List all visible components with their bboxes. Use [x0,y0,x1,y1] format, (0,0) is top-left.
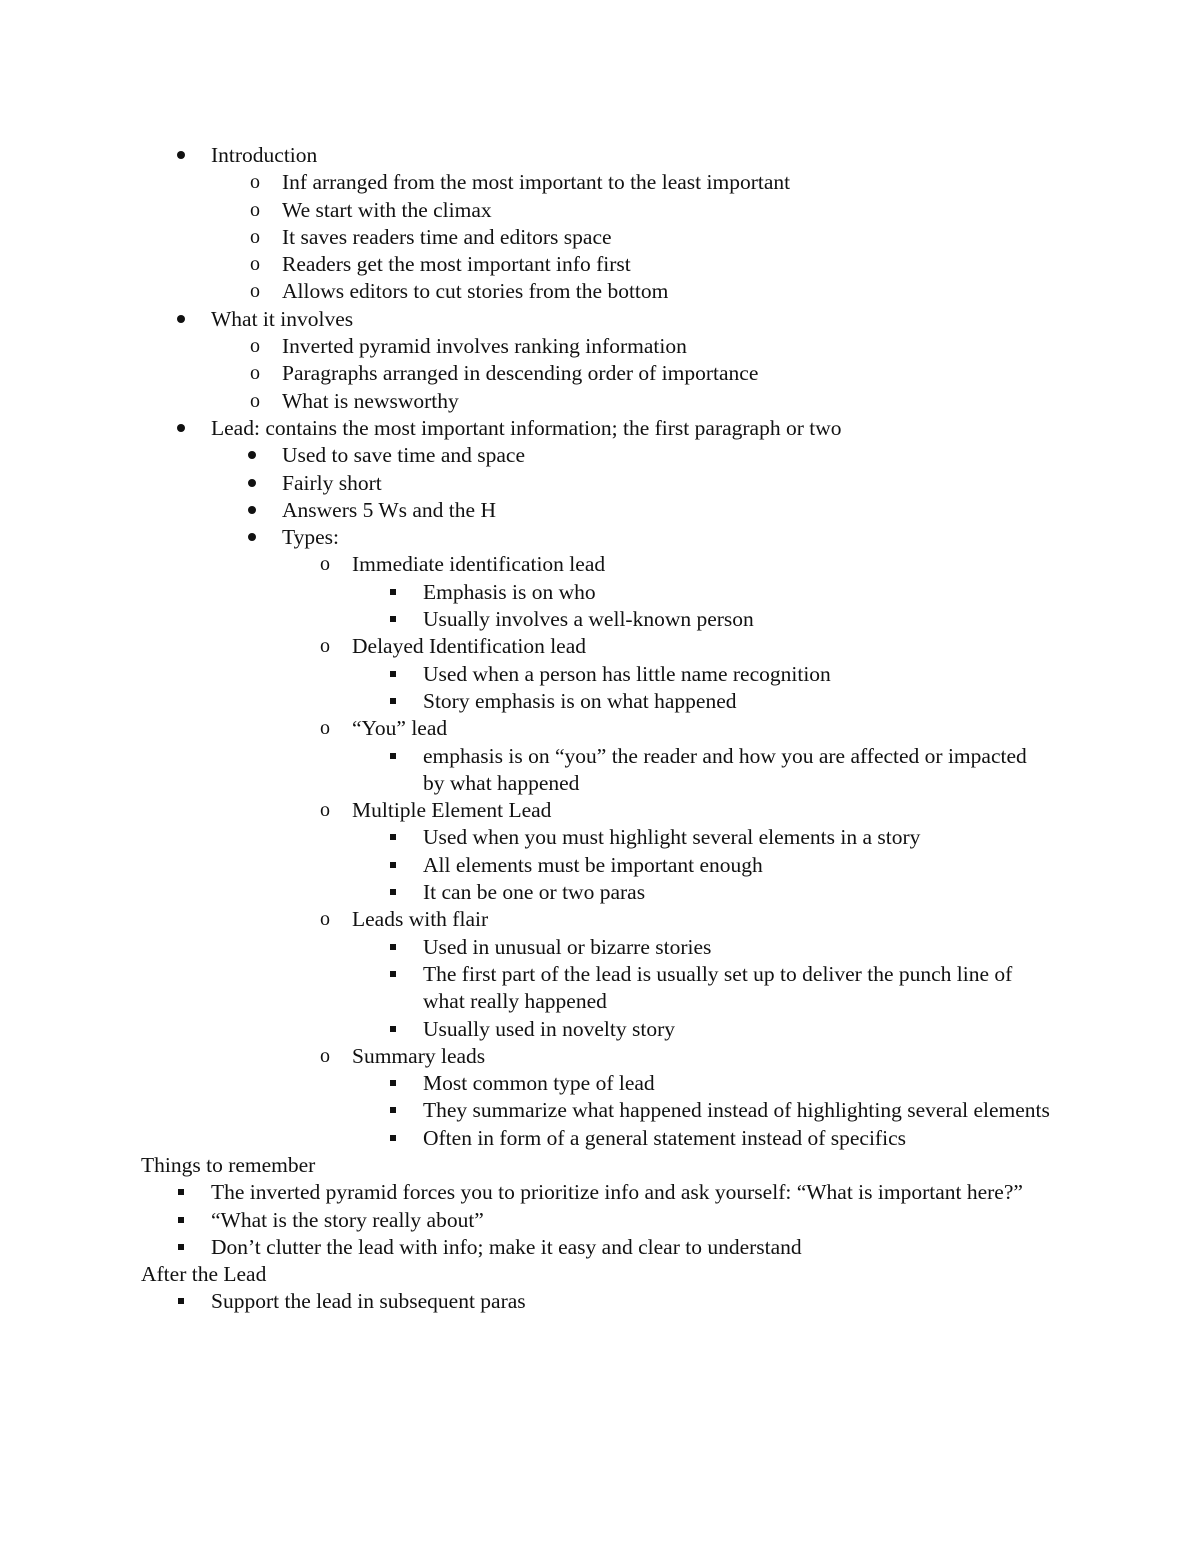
bullet-icon [177,151,185,159]
section-heading-after-lead: After the Lead [141,1262,267,1287]
circle-bullet-icon: o [250,280,260,303]
square-bullet-icon [390,834,396,840]
list-item: Used when a person has little name recognition [0,661,1200,688]
list-item: Used to save time and space [0,442,1200,469]
section-heading-remember: Things to remember [141,1152,316,1177]
square-bullet-icon [178,1189,184,1195]
circle-bullet-icon: o [250,253,260,276]
bullet-icon [248,479,256,487]
list-item: Usually used in novelty story [0,1016,1200,1043]
list-item: emphasis is on “you” the reader and how you are affected or impacted by what happened [0,743,1200,798]
section-heading: Introduction [211,143,318,167]
square-bullet-icon [390,1135,396,1141]
square-bullet-icon [390,1026,396,1032]
section-heading: What it involves [211,306,354,331]
list-item: o We start with the climax [250,197,492,222]
list-item: o Allows editors to cut stories from the bottom [250,279,669,304]
list-item: o Readers get the most important info first [250,252,631,277]
section-heading: Lead: contains the most important information; the first paragraph or two [211,415,842,440]
list-item: o Inf arranged from the most important to the least important [250,170,791,195]
list-item: Types: [0,524,1200,551]
list-item: Don’t clutter the lead with info; make it easy and clear to understand [0,1234,1200,1261]
bullet-icon [248,506,256,514]
list-item: “What is the story really about” [0,1207,1200,1234]
list-item: Often in form of a general statement instead of specifics [0,1125,1200,1152]
lead-type: o Leads with flair [320,907,489,932]
list-item: Emphasis is on who [0,579,1200,606]
list-item: Support the lead in subsequent paras [0,1288,1200,1315]
circle-bullet-icon: o [320,717,330,740]
circle-bullet-icon: o [250,171,260,194]
square-bullet-icon [390,944,396,950]
bullet-icon [177,315,185,323]
lead-type: o Summary leads [320,1043,486,1068]
list-item: They summarize what happened instead of highlighting several elements [0,1097,1200,1124]
square-bullet-icon [390,971,396,977]
square-bullet-icon [390,589,396,595]
main-outline-list [0,142,1200,1316]
circle-bullet-icon: o [250,389,260,412]
square-bullet-icon [390,862,396,868]
list-item: o Paragraphs arranged in descending order of importance [250,361,759,386]
bullet-icon [177,424,185,432]
lead-type: o Immediate identification lead [320,552,606,577]
square-bullet-icon [390,698,396,704]
section-lead [0,415,1200,442]
circle-bullet-icon: o [320,799,330,822]
list-item: It can be one or two paras [0,879,1200,906]
circle-bullet-icon: o [250,225,260,248]
notes-outline [0,142,1200,1316]
list-item: Used in unusual or bizarre stories [0,934,1200,961]
square-bullet-icon [390,1080,396,1086]
circle-bullet-icon: o [320,553,330,576]
circle-bullet-icon: o [250,198,260,221]
square-bullet-icon [178,1298,184,1304]
square-bullet-icon [390,616,396,622]
list-item: Fairly short [0,470,1200,497]
bullet-icon [248,451,256,459]
lead-type: o “You” lead [320,716,448,741]
list-item: All elements must be important enough [0,852,1200,879]
circle-bullet-icon: o [250,335,260,358]
list-item: Most common type of lead [0,1070,1200,1097]
circle-bullet-icon: o [320,908,330,931]
list-item: Usually involves a well-known person [0,606,1200,633]
list-item: o What is newsworthy [250,388,459,413]
lead-type: o Multiple Element Lead [320,798,552,823]
list-item: Story emphasis is on what happened [0,688,1200,715]
square-bullet-icon [178,1217,184,1223]
list-item: The first part of the lead is usually set up to deliver the punch line of what really happened [0,961,1200,1016]
square-bullet-icon [390,1107,396,1113]
square-bullet-icon [390,889,396,895]
square-bullet-icon [390,671,396,677]
circle-bullet-icon: o [320,635,330,658]
list-item: o Inverted pyramid involves ranking information [250,334,687,359]
section-what-it-involves [0,306,1200,333]
lead-type: o Delayed Identification lead [320,634,587,659]
list-item: o It saves readers time and editors space [250,224,612,249]
list-item: Used when you must highlight several elements in a story [0,824,1200,851]
section-introduction [0,142,1200,169]
circle-bullet-icon: o [250,362,260,385]
bullet-icon [248,533,256,541]
list-item: The inverted pyramid forces you to prioritize info and ask yourself: “What is important here?” [0,1179,1200,1206]
circle-bullet-icon: o [320,1044,330,1067]
square-bullet-icon [390,753,396,759]
square-bullet-icon [178,1244,184,1250]
list-item: Answers 5 Ws and the H [0,497,1200,524]
